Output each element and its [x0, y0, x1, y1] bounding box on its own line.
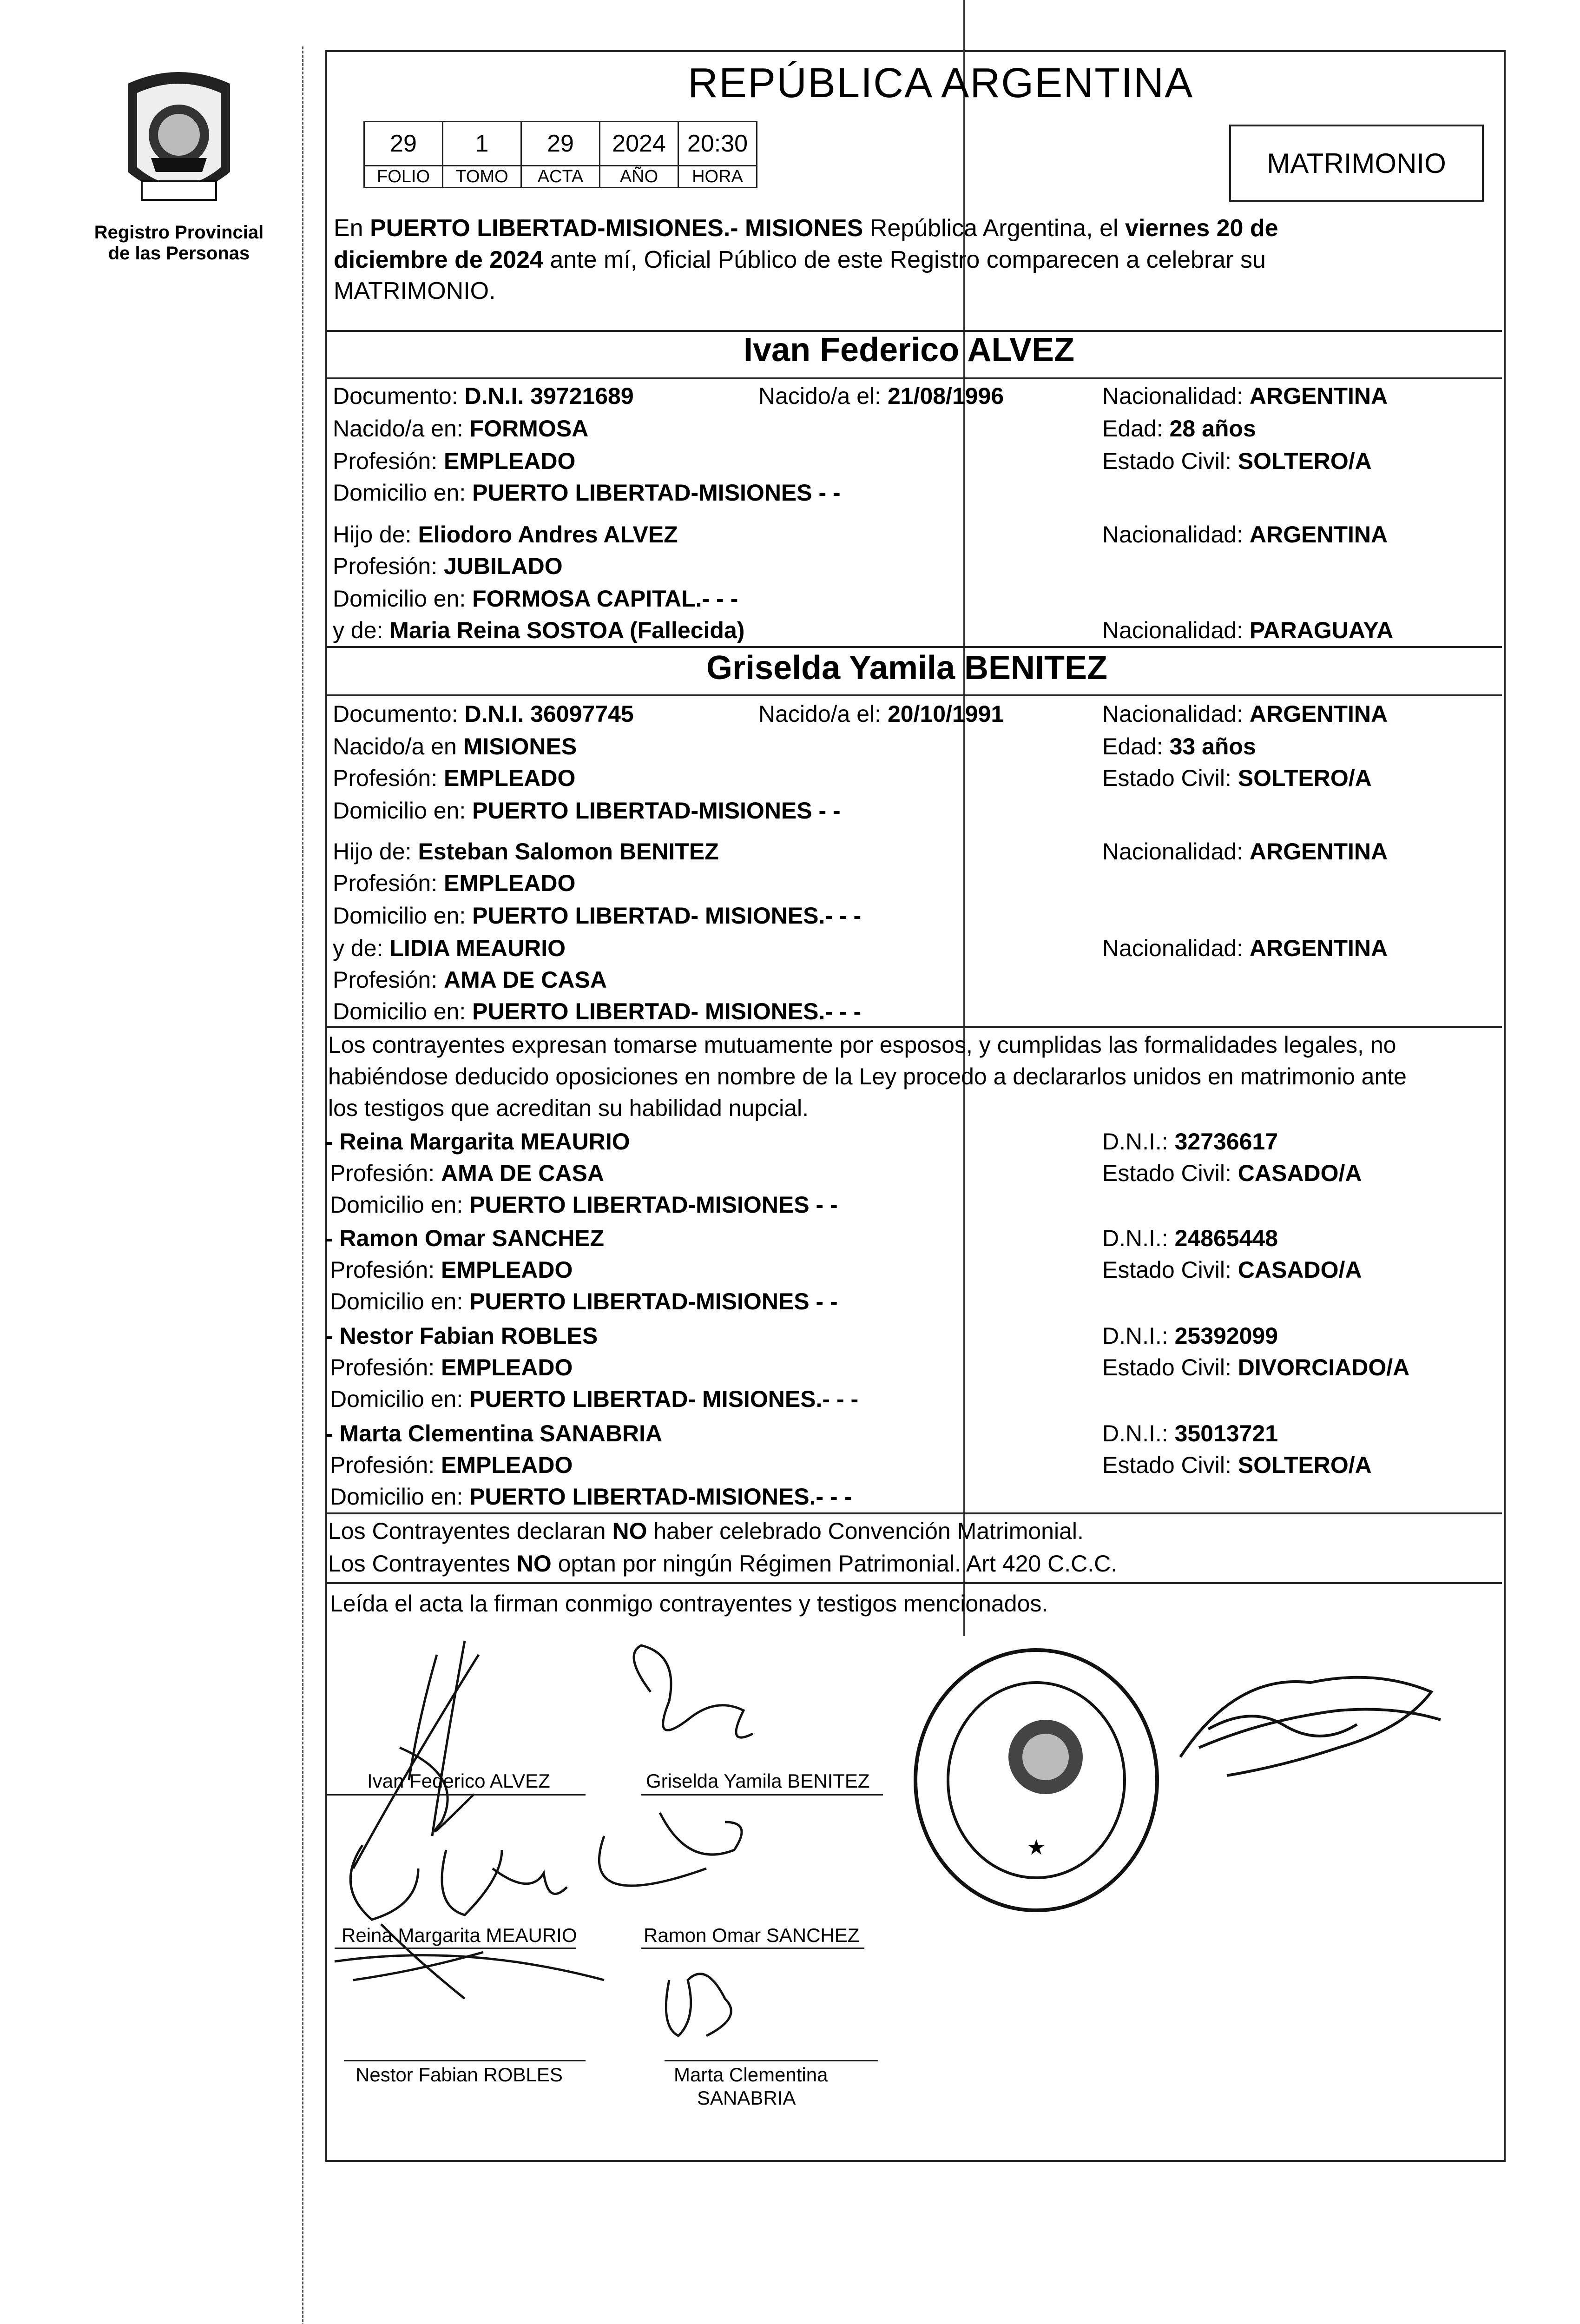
- spouse2-nacido-el: Nacido/a el: 20/10/1991: [758, 701, 1004, 727]
- spouse1-edad: Edad: 28 años: [1102, 416, 1256, 442]
- anio-label: AÑO: [600, 166, 678, 188]
- witness-estado-civil: Estado Civil: CASADO/A: [1102, 1257, 1362, 1283]
- spouse1-nacionalidad: Nacionalidad: ARGENTINA: [1102, 383, 1388, 409]
- divider: [325, 694, 1502, 696]
- signature-line: [335, 1948, 576, 1949]
- spouse2-name: Griselda Yamila BENITEZ: [706, 649, 1108, 687]
- declaration-line3: los testigos que acreditan su habilidad nupcial.: [328, 1095, 809, 1121]
- spouse2-mother-domicilio: Domicilio en: PUERTO LIBERTAD- MISIONES.- - -: [333, 998, 862, 1024]
- witness-domicilio: Domicilio en: PUERTO LIBERTAD-MISIONES - -: [330, 1192, 838, 1218]
- spouse1-father-domicilio: Domicilio en: FORMOSA CAPITAL.- - -: [333, 586, 738, 612]
- witness-dni: D.N.I.: 35013721: [1102, 1420, 1278, 1446]
- convenio-line2: Los Contrayentes NO optan por ningún Régimen Patrimonial. Art 420 C.C.C.: [328, 1551, 1118, 1577]
- divider: [325, 1026, 1502, 1028]
- witness-profesion: Profesión: EMPLEADO: [330, 1452, 573, 1478]
- signature-name-witness2: Ramon Omar SANCHEZ: [644, 1924, 860, 1946]
- signature-line: [641, 1794, 883, 1796]
- closing-text: Leída el acta la firman conmigo contrayentes y testigos mencionados.: [330, 1591, 1048, 1617]
- signature-name-spouse2: Griselda Yamila BENITEZ: [646, 1770, 870, 1792]
- spouse2-father-profesion: Profesión: EMPLEADO: [333, 870, 576, 896]
- page-title: REPÚBLICA ARGENTINA: [688, 60, 1194, 106]
- intro-text-2: República Argentina, el: [863, 215, 1126, 242]
- divider: [325, 1512, 1502, 1514]
- logo-caption-line1: Registro Provincial: [94, 222, 264, 243]
- spouse2-mother-nacionalidad: Nacionalidad: ARGENTINA: [1102, 935, 1388, 961]
- folio-label: FOLIO: [364, 166, 443, 188]
- spouse2-nacionalidad: Nacionalidad: ARGENTINA: [1102, 701, 1388, 727]
- spouse2-estado-civil: Estado Civil: SOLTERO/A: [1102, 765, 1372, 791]
- spouse1-father-nacionalidad: Nacionalidad: ARGENTINA: [1102, 522, 1388, 548]
- tomo-label: TOMO: [443, 166, 521, 188]
- intro-paragraph: [334, 213, 1495, 307]
- officer-signature-stamp: [1143, 1655, 1478, 1841]
- spouse2-nacido-en: Nacido/a en MISIONES: [333, 733, 577, 759]
- registry-table: [363, 121, 757, 188]
- spouse2-father-domicilio: Domicilio en: PUERTO LIBERTAD- MISIONES.- - -: [333, 903, 862, 929]
- witness-estado-civil: Estado Civil: DIVORCIADO/A: [1102, 1354, 1410, 1380]
- act-type-box: [1229, 125, 1484, 202]
- margin-dashed-line: [302, 46, 303, 2324]
- logo-caption-line2: de las Personas: [108, 243, 250, 264]
- svg-text:★: ★: [1027, 1835, 1046, 1860]
- signature-line: [325, 1794, 586, 1796]
- intro-text-4: MATRIMONIO.: [334, 277, 496, 305]
- spouse1-domicilio: Domicilio en: PUERTO LIBERTAD-MISIONES - -: [333, 480, 841, 506]
- signature-name-witness4-line1: Marta Clementina: [674, 2064, 828, 2086]
- intro-date-2: diciembre de 2024: [334, 246, 543, 273]
- spouse1-mother-nacionalidad: Nacionalidad: PARAGUAYA: [1102, 617, 1394, 643]
- witness-domicilio: Domicilio en: PUERTO LIBERTAD-MISIONES - -: [330, 1288, 838, 1314]
- signature-scribbles: [325, 1627, 929, 2092]
- registry-logo: [88, 65, 270, 264]
- witness-name: - Nestor Fabian ROBLES: [325, 1323, 598, 1349]
- spouse2-mother: y de: LIDIA MEAURIO: [333, 935, 566, 961]
- spouse2-father-nacionalidad: Nacionalidad: ARGENTINA: [1102, 838, 1388, 865]
- witness-estado-civil: Estado Civil: CASADO/A: [1102, 1160, 1362, 1186]
- witness-profesion: Profesión: EMPLEADO: [330, 1257, 573, 1283]
- spouse2-documento: Documento: D.N.I. 36097745: [333, 701, 634, 727]
- divider: [325, 646, 1502, 648]
- tomo-value: 1: [443, 122, 521, 166]
- witness-domicilio: Domicilio en: PUERTO LIBERTAD-MISIONES.- - -: [330, 1484, 852, 1510]
- folio-value: 29: [364, 122, 443, 166]
- spouse1-name: Ivan Federico ALVEZ: [744, 331, 1075, 369]
- signature-line: [641, 1948, 864, 1949]
- signature-name-witness4-line2: SANABRIA: [697, 2087, 796, 2109]
- witness-profesion: Profesión: AMA DE CASA: [330, 1160, 604, 1186]
- spouse1-father-profesion: Profesión: JUBILADO: [333, 553, 563, 579]
- spouse2-mother-profesion: Profesión: AMA DE CASA: [333, 967, 607, 993]
- witness-domicilio: Domicilio en: PUERTO LIBERTAD- MISIONES.- - -: [330, 1386, 859, 1412]
- divider: [325, 377, 1502, 379]
- spouse2-domicilio: Domicilio en: PUERTO LIBERTAD-MISIONES - -: [333, 798, 841, 824]
- acta-value: 29: [521, 122, 600, 166]
- hora-value: 20:30: [678, 122, 757, 166]
- spouse1-father: Hijo de: Eliodoro Andres ALVEZ: [333, 522, 678, 548]
- intro-date-1: viernes 20 de: [1125, 215, 1278, 242]
- signature-name-witness3: Nestor Fabian ROBLES: [356, 2064, 563, 2086]
- signature-name-witness1: Reina Margarita MEAURIO: [342, 1924, 577, 1946]
- spouse1-mother: y de: Maria Reina SOSTOA (Fallecida): [333, 617, 745, 643]
- intro-text-1: En: [334, 215, 370, 242]
- intro-text-3: ante mí, Oficial Público de este Registro comparecen a celebrar su: [543, 246, 1266, 273]
- spouse2-father: Hijo de: Esteban Salomon BENITEZ: [333, 838, 719, 865]
- declaration-line1: Los contrayentes expresan tomarse mutuamente por esposos, y cumplidas las formalidades legales, no: [328, 1032, 1396, 1058]
- witness-dni: D.N.I.: 25392099: [1102, 1323, 1278, 1349]
- province-seal-icon: [114, 65, 244, 218]
- witness-name: - Marta Clementina SANABRIA: [325, 1420, 663, 1446]
- witness-name: - Reina Margarita MEAURIO: [325, 1129, 630, 1155]
- spouse1-estado-civil: Estado Civil: SOLTERO/A: [1102, 448, 1372, 474]
- intro-place: PUERTO LIBERTAD-MISIONES.- MISIONES: [370, 215, 863, 242]
- spouse1-nacido-en: Nacido/a en: FORMOSA: [333, 416, 589, 442]
- acta-label: ACTA: [521, 166, 600, 188]
- convenio-line1: Los Contrayentes declaran NO haber celebrado Convención Matrimonial.: [328, 1518, 1084, 1544]
- witness-dni: D.N.I.: 24865448: [1102, 1225, 1278, 1251]
- registry-stamp-icon: [906, 1641, 1166, 1920]
- signature-name-spouse1: Ivan Federico ALVEZ: [367, 1770, 550, 1792]
- witness-dni: D.N.I.: 32736617: [1102, 1129, 1278, 1155]
- signature-line: [665, 2060, 878, 2061]
- anio-value: 2024: [600, 122, 678, 166]
- spouse2-profesion: Profesión: EMPLEADO: [333, 765, 576, 791]
- spouse1-profesion: Profesión: EMPLEADO: [333, 448, 576, 474]
- signature-line: [344, 2060, 586, 2061]
- act-type-label: MATRIMONIO: [1267, 147, 1446, 179]
- witness-estado-civil: Estado Civil: SOLTERO/A: [1102, 1452, 1372, 1478]
- spouse1-nacido-el: Nacido/a el: 21/08/1996: [758, 383, 1004, 409]
- declaration-line2: habiéndose deducido oposiciones en nombre de la Ley procedo a declararlos unidos en matrimonio ante: [328, 1063, 1407, 1089]
- witness-name: - Ramon Omar SANCHEZ: [325, 1225, 605, 1251]
- divider: [325, 1582, 1502, 1584]
- witness-profesion: Profesión: EMPLEADO: [330, 1354, 573, 1380]
- spouse2-edad: Edad: 33 años: [1102, 733, 1256, 759]
- spouse1-documento: Documento: D.N.I. 39721689: [333, 383, 634, 409]
- hora-label: HORA: [678, 166, 757, 188]
